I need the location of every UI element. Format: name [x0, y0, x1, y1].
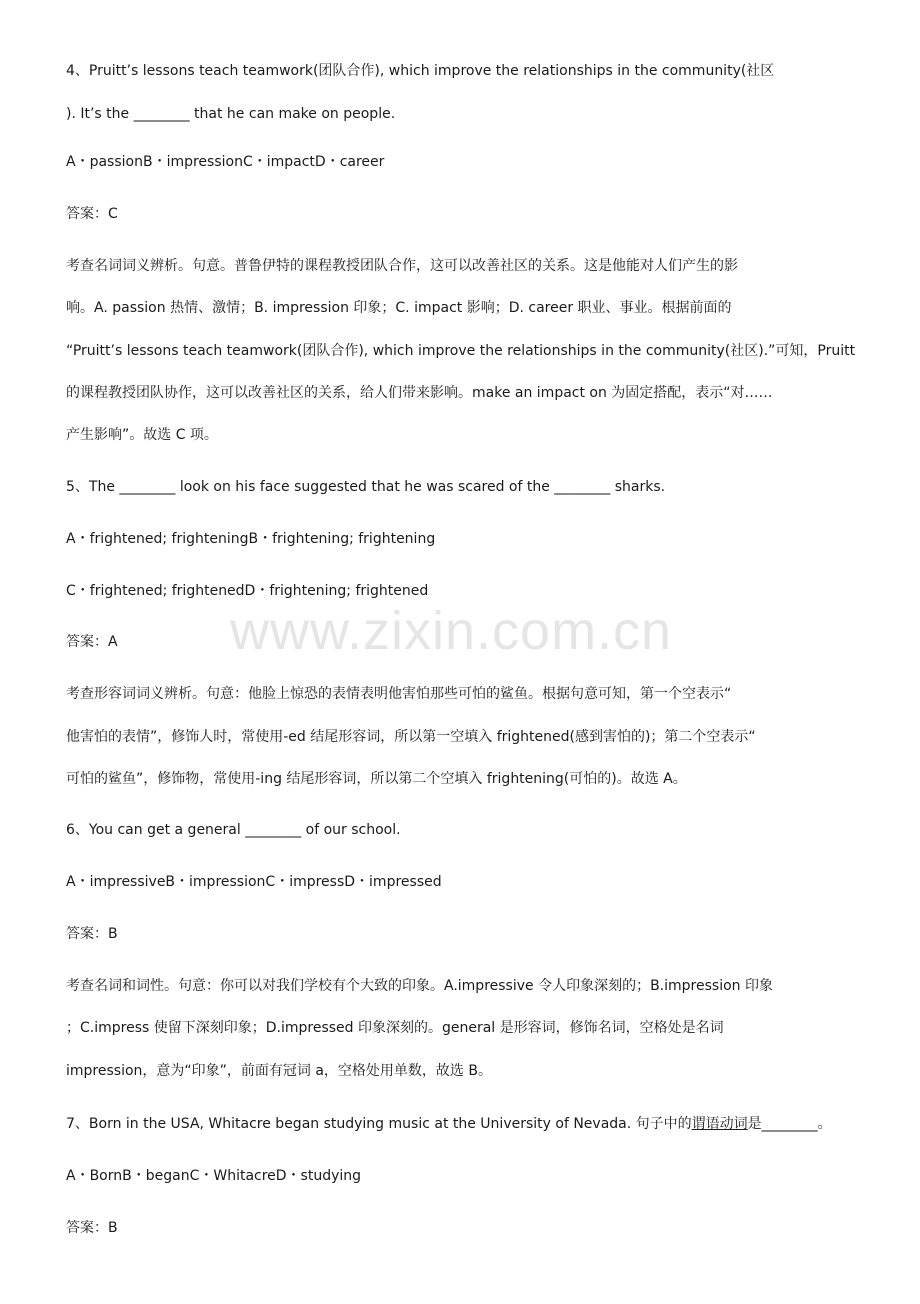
question-6-options: A・impressiveB・impressionC・impressD・impressed — [66, 874, 442, 890]
question-7-answer: 答案：B — [66, 1220, 118, 1236]
question-4-answer: 答案：C — [66, 206, 118, 222]
question-5-answer: 答案：A — [66, 634, 118, 650]
question-5-options-line-1: A・frightened; frighteningB・frightening; frightening — [66, 531, 436, 547]
question-4-options: A・passionB・impressionC・impactD・career — [66, 154, 385, 170]
question-5-explanation-line-1: 考查形容词词义辨析。句意：他脸上惊恐的表情表明他害怕那些可怕的鲨鱼。根据句意可知，第一个空表示“ — [66, 686, 732, 702]
question-7-options: A・BornB・beganC・WhitacreD・studying — [66, 1168, 362, 1184]
question-6-answer: 答案：B — [66, 926, 118, 942]
question-4-explanation-line-2: 响。A. passion 热情、激情；B. impression 印象；C. impact 影响；D. career 职业、事业。根据前面的 — [66, 300, 732, 316]
question-5-stem: 5、The ________ look on his face suggested that he was scared of the ________ sharks. — [66, 479, 666, 495]
question-5-options-line-2: C・frightened; frightenedD・frightening; frightened — [66, 583, 429, 599]
question-7-stem-underlined: 谓语动词 — [691, 1116, 748, 1132]
question-6-stem: 6、You can get a general ________ of our school. — [66, 822, 401, 838]
question-4-stem-line-1: 4、Pruitt’s lessons teach teamwork(团队合作), which improve the relationships in the community(社区 — [66, 63, 775, 79]
question-7-stem-suffix: 是________。 — [747, 1116, 832, 1132]
question-6-explanation-line-1: 考查名词和词性。句意：你可以对我们学校有个大致的印象。A.impressive 令人印象深刻的；B.impression 印象 — [66, 978, 773, 994]
watermark: www.zixin.com.cn — [230, 601, 673, 661]
question-7-stem-prefix: 7、Born in the USA, Whitacre began studying music at the University of Nevada. 句子中的 — [66, 1116, 692, 1132]
question-6-explanation-line-3: impression，意为“印象”，前面有冠词 a，空格处用单数，故选 B。 — [66, 1063, 492, 1079]
question-4-explanation-line-4: 的课程教授团队协作，这可以改善社区的关系，给人们带来影响。make an impact on 为固定搭配，表示“对…… — [66, 385, 773, 401]
question-4-explanation-line-3: “Pruitt’s lessons teach teamwork(团队合作), which improve the relationships in the community(社区).”可知，Pruitt — [66, 343, 856, 359]
question-5-explanation-line-3: 可怕的鲨鱼”，修饰物，常使用-ing 结尾形容词，所以第二个空填入 frightening(可怕的)。故选 A。 — [66, 771, 687, 787]
question-4-explanation-line-1: 考查名词词义辨析。句意。普鲁伊特的课程教授团队合作，这可以改善社区的关系。这是他能对人们产生的影 — [66, 258, 738, 274]
question-5-explanation-line-2: 他害怕的表情”，修饰人时，常使用-ed 结尾形容词，所以第一空填入 frightened(感到害怕的)；第二个空表示“ — [66, 729, 756, 745]
question-4-stem-line-2: ). It’s the ________ that he can make on people. — [66, 106, 396, 122]
question-4-explanation-line-5: 产生影响”。故选 C 项。 — [66, 427, 218, 443]
question-7-stem — [66, 1114, 856, 1134]
question-6-explanation-line-2: ；C.impress 使留下深刻印象；D.impressed 印象深刻的。general 是形容词，修饰名词，空格处是名词 — [66, 1020, 724, 1036]
